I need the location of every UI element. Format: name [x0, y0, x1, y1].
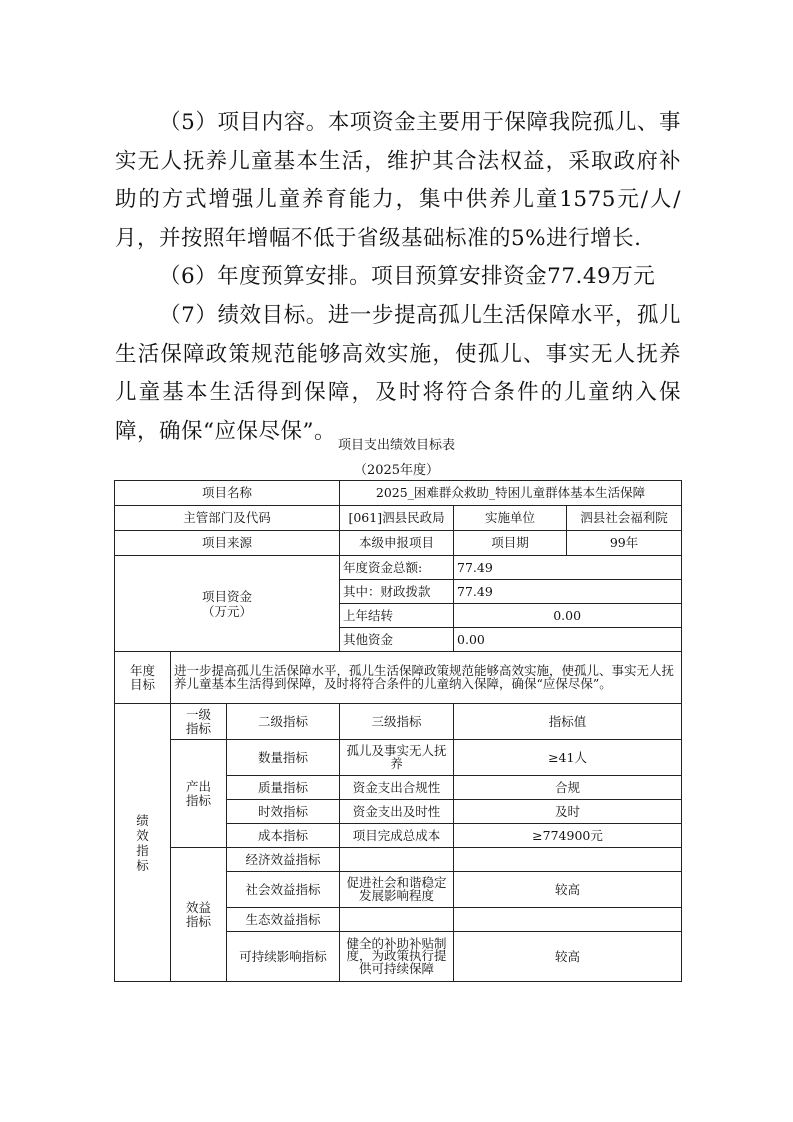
- project-name-label: 项目名称: [115, 481, 340, 506]
- table-row: [115, 556, 682, 580]
- annual-goal-text: 进一步提高孤儿生活保障水平，孤儿生活保障政策规范能够高效实施，使孤儿、事实无人抚养儿童基本生活得到保障，及时将符合条件的儿童纳入保障，确保“应保尽保”。: [171, 652, 682, 704]
- output-indicators-label: 产出指标: [171, 740, 227, 848]
- project-name-value: 2025_困难群众救助_特困儿童群体基本生活保障: [340, 481, 682, 506]
- benefit-indicators-label: 效益指标: [171, 848, 227, 982]
- fund-total-value: 77.49: [454, 556, 682, 580]
- l3-cell: [340, 848, 454, 872]
- fund-fiscal-label: 其中：财政拨款: [340, 580, 454, 604]
- table-row: [115, 506, 682, 531]
- l3-cell: [340, 908, 454, 932]
- paragraph-budget: （6）年度预算安排。项目预算安排资金77.49万元: [159, 264, 656, 289]
- period-value: 99年: [567, 531, 682, 556]
- value-cell: 及时: [454, 800, 682, 824]
- table-row: [115, 848, 682, 872]
- header-level1: 一级指标: [171, 704, 227, 740]
- value-cell: [454, 908, 682, 932]
- header-level3: 三级指标: [340, 704, 454, 740]
- table-title: 项目支出绩效目标表: [337, 438, 455, 453]
- period-label: 项目期: [454, 531, 567, 556]
- table-row: [115, 481, 682, 506]
- table-row: [115, 652, 682, 704]
- value-cell: 较高: [454, 872, 682, 908]
- l3-cell: 资金支出及时性: [340, 800, 454, 824]
- l2-cell: 数量指标: [227, 740, 340, 776]
- fund-fiscal-value: 77.49: [454, 580, 682, 604]
- l3-cell: 项目完成总成本: [340, 824, 454, 848]
- l2-cell: 可持续影响指标: [227, 932, 340, 982]
- l3-cell: 促进社会和谐稳定发展影响程度: [340, 872, 454, 908]
- l2-cell: 经济效益指标: [227, 848, 340, 872]
- table-row: [115, 740, 682, 776]
- table-row: [115, 704, 682, 740]
- table-row: [115, 531, 682, 556]
- header-value: 指标值: [454, 704, 682, 740]
- impl-label: 实施单位: [454, 506, 567, 531]
- fund-total-label: 年度资金总额:: [340, 556, 454, 580]
- l2-cell: 质量指标: [227, 776, 340, 800]
- l3-cell: 资金支出合规性: [340, 776, 454, 800]
- l2-cell: 时效指标: [227, 800, 340, 824]
- source-label: 项目来源: [115, 531, 340, 556]
- paragraph-project-content: （5）项目内容。本项资金主要用于保障我院孤儿、事实无人抚养儿童基本生活，维护其合法权益，采取政府补助的方式增强儿童养育能力，集中供养儿童1575元/人/月，并按照年增幅不低于省级基础标准的5%进行增长.: [115, 110, 681, 251]
- funds-label: 项目资金（万元）: [115, 556, 340, 652]
- value-cell: 较高: [454, 932, 682, 982]
- value-cell: 合规: [454, 776, 682, 800]
- fund-other-label: 其他资金: [340, 628, 454, 652]
- value-cell: ≥41人: [454, 740, 682, 776]
- l3-cell: 健全的补助补贴制度，为政策执行提供可持续保障: [340, 932, 454, 982]
- l2-cell: 社会效益指标: [227, 872, 340, 908]
- annual-goal-label: 年度目标: [115, 652, 171, 704]
- value-cell: ≥774900元: [454, 824, 682, 848]
- table-subtitle: （2025年度）: [353, 463, 440, 478]
- source-value: 本级申报项目: [340, 531, 454, 556]
- dept-value: [061]泗县民政局: [340, 506, 454, 531]
- paragraph-performance-goal: （7）绩效目标。进一步提高孤儿生活保障水平，孤儿生活保障政策规范能够高效实施，使孤儿、事实无人抚养儿童基本生活得到保障，及时将符合条件的儿童纳入保障，确保“应保尽保”。: [115, 303, 681, 444]
- fund-carryover-label: 上年结转: [340, 604, 454, 628]
- perf-indicators-label: 绩效指标: [115, 704, 171, 982]
- l2-cell: 生态效益指标: [227, 908, 340, 932]
- performance-target-table: [114, 480, 682, 982]
- l2-cell: 成本指标: [227, 824, 340, 848]
- impl-value: 泗县社会福利院: [567, 506, 682, 531]
- l3-cell: 孤儿及事实无人抚养: [340, 740, 454, 776]
- header-level2: 二级指标: [227, 704, 340, 740]
- fund-other-value: 0.00: [454, 628, 682, 652]
- value-cell: [454, 848, 682, 872]
- dept-label: 主管部门及代码: [115, 506, 340, 531]
- fund-carryover-value: 0.00: [454, 604, 682, 628]
